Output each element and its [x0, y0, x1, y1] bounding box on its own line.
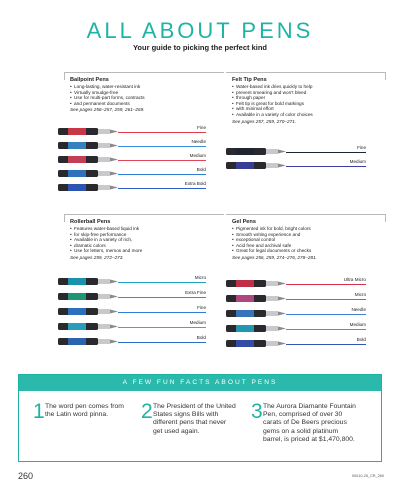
pen-point-label: Ultra Micro: [343, 277, 366, 282]
pen-image: [58, 322, 120, 331]
fact-number: 1: [33, 400, 45, 423]
section-rule: [64, 214, 224, 215]
ink-line: [118, 132, 206, 133]
pen-image: [226, 339, 288, 348]
bullet: • and permanent documents: [70, 101, 224, 107]
section-rule: [226, 214, 386, 215]
fact-line: different pens that never: [153, 419, 227, 427]
pen-point-label: Micro: [354, 292, 366, 297]
felttip-pen-samples: [226, 146, 366, 174]
pen-image: [226, 309, 288, 318]
fun-facts-box: [18, 374, 382, 462]
ballpoint-section: [64, 72, 224, 112]
pen-point-label: Micro: [194, 275, 206, 280]
ink-line: [118, 146, 206, 147]
fact-text: [153, 403, 236, 436]
fact-line: States signs Bills with: [153, 411, 219, 419]
fun-facts-header: A FEW FUN FACTS ABOUT PENS: [19, 375, 381, 391]
pen-image: [58, 307, 120, 316]
bullet: • Acid free and archival safe: [232, 243, 386, 249]
ink-line: [118, 160, 206, 161]
pen-image: [58, 155, 120, 164]
ink-line: [118, 327, 206, 328]
pen-image: [58, 183, 120, 192]
section-title: Felt Tip Pens: [232, 77, 267, 83]
page-subtitle: Your guide to picking the perfect kind: [132, 43, 268, 52]
section-title: Rollerball Pens: [70, 219, 111, 225]
pen-point-label: Fine: [197, 125, 206, 130]
pen-point-label: Needle: [191, 139, 206, 144]
bullet: • Available in a variety of rich,: [70, 237, 224, 243]
pen-image: [226, 147, 288, 156]
bullet: • Features water-based liquid ink: [70, 226, 224, 232]
fact-line: gems on a solid platinum: [263, 427, 339, 435]
ink-line: [286, 344, 366, 345]
pen-image: [58, 292, 120, 301]
bullet: • Pigmented ink for bold, bright colors: [232, 226, 386, 232]
pen-point-label: Fine: [357, 145, 366, 150]
catalog-code: 00010-25_CR_260: [351, 474, 384, 478]
rollerball-section: [64, 214, 224, 260]
page-number: 260: [18, 471, 34, 481]
fact-number: 3: [251, 400, 263, 423]
page-reference: See pages 256, 259, 274–276, 278–281.: [232, 254, 317, 260]
fact-line: Pen, comprised of over 30: [263, 411, 343, 419]
bullet-continued: • prevent smearing and won’t bleed: [232, 90, 386, 96]
pen-image: [226, 279, 288, 288]
fact-text: [263, 403, 356, 444]
page-title: ALL ABOUT PENS: [86, 18, 314, 43]
gel-section: [226, 214, 386, 260]
page-reference: See pages 257, 259, 270–271.: [232, 118, 297, 124]
pen-image: [226, 324, 288, 333]
page-reference: See pages 259, 272–273.: [70, 254, 124, 260]
bullet-continued: • dramatic colors: [70, 243, 224, 249]
fact-line: The Aurora Diamante Fountain: [263, 403, 356, 410]
pen-point-label: Needle: [351, 307, 366, 312]
pen-point-label: Extra Fine: [185, 290, 206, 295]
fact-line: The word pen comes from: [45, 403, 124, 410]
section-rule-edge: [385, 72, 386, 80]
pen-image: [226, 161, 288, 170]
fact-line: The President of the United: [153, 403, 236, 410]
bullet: • Use for multi-part forms, contracts: [70, 95, 224, 101]
ink-line: [286, 284, 366, 285]
pen-point-label: Fine: [197, 305, 206, 310]
pen-point-label: Medium: [349, 159, 366, 164]
bullet: • Virtually smudge-free: [70, 90, 224, 96]
section-rule-edge: [385, 214, 386, 222]
bullet-continued: • through paper: [232, 95, 386, 101]
ballpoint-pen-samples: [58, 126, 206, 196]
pen-image: [58, 169, 120, 178]
ink-line: [286, 329, 366, 330]
fact-line: get used again.: [153, 427, 200, 435]
bullet: • Use for letters, memos and more: [70, 248, 224, 254]
pen-point-label: Bold: [196, 167, 206, 172]
pen-point-label: Medium: [189, 320, 206, 325]
rollerball-pen-samples: [58, 276, 206, 351]
pen-image: [58, 127, 120, 136]
ink-line: [118, 282, 206, 283]
ink-line: [286, 314, 366, 315]
section-rule: [64, 72, 224, 73]
pen-point-label: Bold: [196, 335, 206, 340]
fact-text: [45, 403, 124, 419]
section-rule-edge: [64, 214, 65, 222]
bullet: • Available in a variety of color choices: [232, 112, 386, 118]
gel-pen-samples: [226, 278, 366, 353]
bullet: • Water-based ink dries quickly to help: [232, 84, 386, 90]
ink-line: [286, 166, 366, 167]
ink-line: [286, 299, 366, 300]
bullet: • Long-lasting, water-resistant ink: [70, 84, 224, 90]
fact-number: 2: [141, 400, 153, 423]
ink-line: [118, 312, 206, 313]
bullet: • Great for legal documents or checks: [232, 248, 386, 254]
bullet: • Felt tip is great for bold markings: [232, 101, 386, 107]
bullet-continued: • for skip-free performance: [70, 232, 224, 238]
felttip-section: [226, 72, 386, 124]
bullet-continued: • exceptional control: [232, 237, 386, 243]
ink-line: [118, 188, 206, 189]
fact-line: barrel, is priced at $1,470,800.: [263, 435, 355, 443]
bullet: • Smooth writing experience and: [232, 232, 386, 238]
ink-line: [286, 152, 366, 153]
ink-line: [118, 297, 206, 298]
ink-line: [118, 174, 206, 175]
pen-image: [58, 141, 120, 150]
fact-line: the Latin word pinna.: [45, 411, 109, 419]
pen-point-label: Extra Bold: [184, 181, 206, 186]
bullet-continued: • with minimal effort: [232, 106, 386, 112]
pen-point-label: Medium: [349, 322, 366, 327]
page-reference: See pages 256–257, 259, 261–269.: [70, 107, 145, 113]
section-title: Ballpoint Pens: [70, 77, 109, 83]
pen-point-label: Bold: [356, 337, 366, 342]
section-title: Gel Pens: [232, 219, 256, 225]
pen-image: [58, 277, 120, 286]
pen-image: [58, 337, 120, 346]
ink-line: [118, 342, 206, 343]
pen-image: [226, 294, 288, 303]
fact-line: carats of De Beers precious: [263, 419, 347, 427]
section-rule-edge: [64, 72, 65, 80]
section-rule: [226, 72, 386, 73]
pen-point-label: Medium: [189, 153, 206, 158]
